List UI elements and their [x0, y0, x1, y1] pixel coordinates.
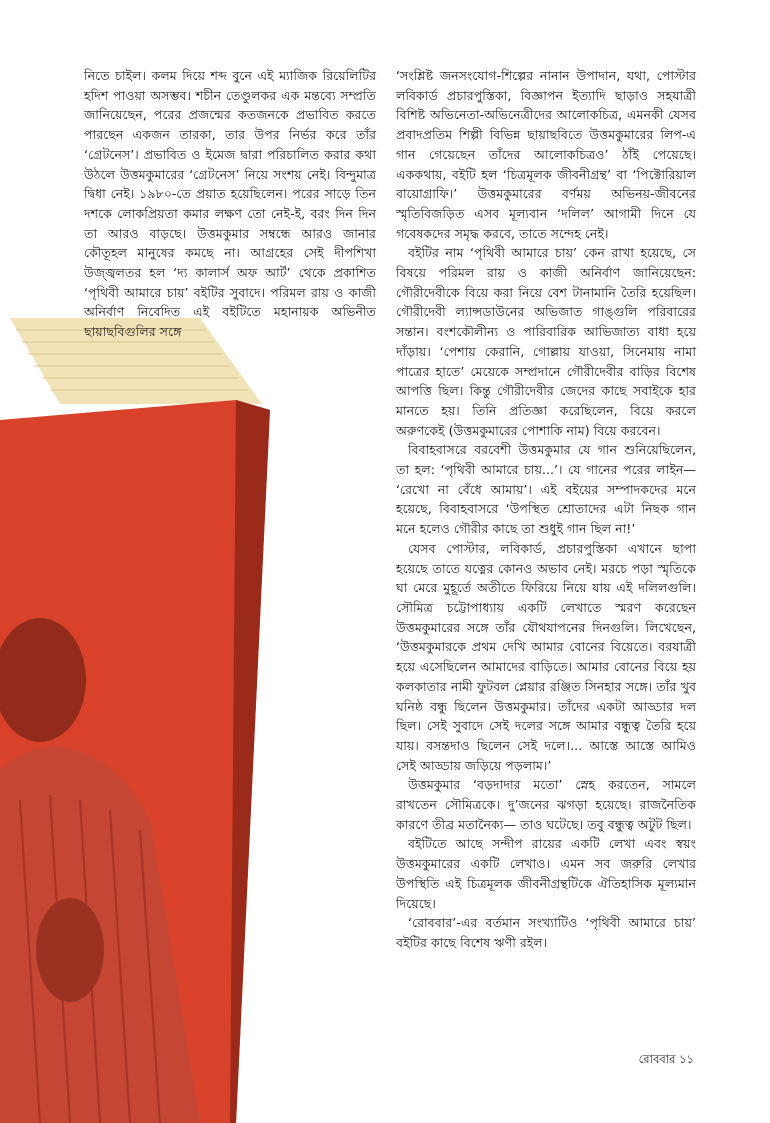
right-paragraph-4: যেসব পোস্টার, লবিকার্ড, প্রচারপুস্তিকা এখানে ছাপা হয়েছে তাতে যত্নের কোনও অভাব নেই। মরচে পড়া স্মৃতিকে ঘা মেরে মুহূর্তে অতীতে ফিরিয়ে নিয়ে যায় এই দলিলগুলি। সৌমিত্র চট্টোপাধ্যায় একটি লেখাতে স্মরণ করেছেন উত্তমকুমারের সঙ্গে তাঁর যৌথযাপনের দিনগুলি। লিখেছেন, ‘উত্তমকুমারকে প্রথম দেখি আমার বোনের বিয়েতে। বরযাত্রী হয়ে এসেছিলেন আমাদের বাড়িতে। আমার বোনের বিয়ে হয় কলকাতার নামী ফুটবল প্লেয়ার রঞ্জিত সিনহার সঙ্গে। তাঁর খুব ঘনিষ্ঠ বন্ধু ছিলেন উত্তমকুমার। তাঁদের একটা আড্ডার দল ছিল। সেই সুবাদে সেই দলের সঙ্গে আমার বন্ধুত্ব তৈরি হয়ে যায়। বসন্তদাও ছিলেন সেই দলে।... আস্তে আস্তে আমিও সেই আড্ডায় জড়িয়ে পড়লাম।’ — [396, 540, 696, 773]
left-paragraph: নিতে চাইল। কলম দিয়ে শব্দ বুনে এই ম্যাজিক রিয়েলিটির হদিশ পাওয়া অসম্ভব। শচীন তেণ্ডুলকর এক মন্তব্যে সম্প্রতি জানিয়েছেন, পরের প্রজন্মের কতজনকে প্রভাবিত করতে পারছেন একজন তারকা, তার উপর নির্ভর করে তাঁর ‘গ্রেটনেস’। প্রভাবিত ও ইমেজ দ্বারা পরিচালিত করার কথা উঠলে উত্তমকুমারের ‘গ্রেটনেস’ নিয়ে সংশয় নেই। বিন্দুমাত্র দ্বিধা নেই। ১৯৮০-তে প্রয়াত হয়েছিলেন। পরের সাড়ে তিন দশকে লোকপ্রিয়তা কমার লক্ষণ তো নেই-ই, বরং দিন দিন তা আরও বাড়ছে। উত্তমকুমার সম্বন্ধে আরও জানার কৌতূহল মানুষের কমছে না। আগ্রহের সেই দীপশিখা উজ্জ্বলতর হল ‘দ্য কালার্স অফ আর্ট’ থেকে প্রকাশিত ‘পৃথিবী আমারে চায়’ বইটির সুবাদে। পরিমল রায় ও কাজী অনির্বাণ নিবেদিত এই বইটিতে মহানায়ক অভিনীত ছায়াছবিগুলির সঙ্গে — [84, 68, 376, 340]
right-text-column — [396, 66, 696, 953]
book-cover-edge — [230, 400, 270, 1123]
right-paragraph-5: উত্তমকুমার ‘বড়দাদার মতো’ স্নেহ করতেন, সামলে রাখতেন সৌমিত্রকে। দু’জনের ঝগড়া হয়েছে। রাজনৈতিক কারণে তীব্র মতানৈক্য— তাও ঘটেছে। তবু বন্ধুত্ব অটুট ছিল। — [396, 777, 696, 832]
right-paragraph-1: ‘সংশ্লিষ্ট জনসংযোগ-শিল্পের নানান উপাদান, যথা, পোস্টার লবিকার্ড প্রচারপুস্তিকা, বিজ্ঞাপন ইত্যাদি ছাড়াও সহযাত্রী বিশিষ্ট অভিনেতা-অভিনেত্রীদের আলোকচিত্র, এমনকী যেসব প্রবাদপ্রতিম শিল্পী বিভিন্ন ছায়াছবিতে উত্তমকুমারের লিপ-এ গান গেয়েছেন তাঁদের আলোকচিত্রও’ ঠাঁই পেয়েছে। এককথায়, বইটি হল ‘চিত্রমূলক জীবনীগ্রন্থ’ বা ‘পিক্টোরিয়াল বায়োগ্রাফি।’ উত্তমকুমারের বর্ণময় অভিনয়-জীবনের স্মৃতিবিজড়িত এসব মূল্যবান ‘দলিল’ আগামী দিনে যে গবেষকদের সমৃদ্ধ করবে, তাতে সন্দেহ নেই। — [396, 68, 696, 241]
right-paragraph-3: বিবাহবাসরে বরবেশী উত্তমকুমার যে গান শুনিয়েছিলেন, তা হল: ‘পৃথিবী আমারে চায়...’। যে গানের পরের লাইন— ‘রেখো না বেঁধে আমায়’। এই বইয়ের সম্পাদকদের মনে হয়েছে, বিবাহবাসরে ‘উপস্থিত শ্রোতাদের এটা নিছক গান মনে হলেও গৌরীর কাছে তা শুধুই গান ছিল না!’ — [396, 442, 696, 537]
book-cover-illustration — [0, 300, 280, 1123]
page-footer: রোববার ১১ — [638, 1052, 694, 1066]
right-paragraph-6: বইটিতে আছে সন্দীপ রায়ের একটি লেখা এবং স্বয়ং উত্তমকুমারের একটি লেখাও। এমন সব জরুরি লেখার উপস্থিতি এই চিত্রমূলক জীবনীগ্রন্থটিকে ঐতিহাসিক মূল্যমান দিয়েছে। — [396, 836, 696, 911]
right-paragraph-2: বইটির নাম ‘পৃথিবী আমারে চায়’ কেন রাখা হয়েছে, সে বিষয়ে পরিমল রায় ও কাজী অনির্বাণ জানিয়েছেন: গৌরীদেবীকে বিয়ে করা নিয়ে বেশ টানামানি তৈরি হয়েছিল। গৌরীদেবী ল্যান্সডাউনের অভিজাত গাঙ্গুলি পরিবারের সন্তান। বংশকৌলীন্য ও পারিবারিক আভিজাত্য বাধা হয়ে দাঁড়ায়। ‘পেশায় কেরানি, গোল্লায় যাওয়া, সিনেমায় নামা পাত্রের হাতে’ মেয়েকে সম্প্রদানে গৌরীদেবীর বাড়ির বিশেষ আপত্তি ছিল। কিন্তু গৌরীদেবীর জেদের কাছে সবাইকে হার মানতে হয়। তিনি প্রতিজ্ঞা করেছিলেন, বিয়ে করলে অরুণকেই (উত্তমকুমারের পোশাকি নাম) বিয়ে করবেন। — [396, 245, 696, 438]
right-paragraph-7: ‘রোববার’-এর বর্তমান সংখ্যাটিও ‘পৃথিবী আমারে চায়’ বইটির কাছে বিশেষ ঋণী রইল। — [396, 915, 696, 950]
left-text-column — [84, 66, 376, 342]
